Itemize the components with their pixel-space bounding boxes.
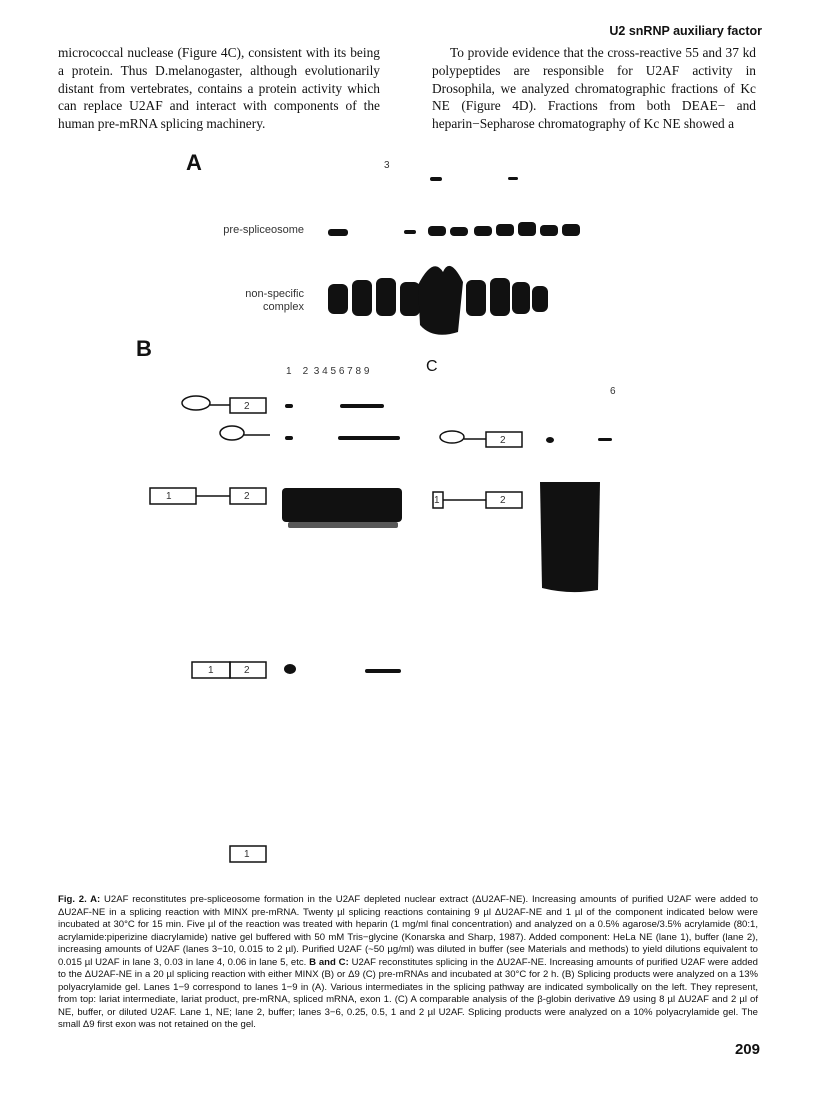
lariat-exon2-label: 2 bbox=[244, 401, 250, 412]
panel-b-lane-numbers: 1 2 3 4 5 6 7 8 9 bbox=[286, 366, 370, 377]
caption-text-part1: U2AF reconstitutes pre-spliceosome formation in the U2AF depleted nuclear extract (ΔU2AF-NE). Increasing amounts of purified U2AF were added to ΔU2AF-NE in a splicing reaction with MINX pre-mRNA. Twenty µl splicing reactions containing 9 µl ΔU2AF-NE and 1 µl of the component indicated below were incubated at 30°C for 15 min. Five µl of the reaction was treated with heparin (1 mg/ml final concentration) and analyzed on a 0.5% agarose/3.5% acrylamide (80:1, acrylamide:piperizine diacrylamide) native gel buffered with 50 mM Tris−glycine (Konarska and Sharp, 1987). Added component: HeLa NE (lane 1), buffer (lane 2), increasing amounts of U2AF (lanes 3−10, 0.015 to 2 µl). Purified U2AF (~50 µg/ml) was diluted in buffer (see Materials and methods) to yield dilutions equivalent to 0.015 µl U2AF in lane 3, 0.03 in lane 4, 0.06 in lane 5, etc. bbox=[58, 894, 758, 968]
panel-c-lariat-exon2-label: 2 bbox=[500, 435, 506, 446]
gel-band bbox=[466, 280, 486, 316]
gel-band bbox=[540, 225, 558, 236]
gel-band bbox=[474, 226, 492, 236]
gel-band bbox=[546, 437, 554, 443]
pre-mrna-exon1-label: 1 bbox=[166, 491, 172, 502]
panel-a-lane-number: 3 bbox=[384, 160, 390, 171]
spliced-exon1-label: 1 bbox=[208, 665, 214, 676]
gel-band bbox=[328, 229, 348, 236]
nonspecific-label-line1: non-specific bbox=[245, 288, 304, 300]
gel-band bbox=[562, 224, 580, 236]
panel-c-exon2-label: 2 bbox=[500, 495, 506, 506]
gel-band bbox=[400, 282, 420, 316]
page-number: 209 bbox=[734, 1041, 760, 1058]
gel-band bbox=[598, 438, 612, 441]
gel-band bbox=[285, 436, 293, 440]
gel-band bbox=[532, 286, 548, 312]
lariat-product-icon bbox=[440, 431, 464, 443]
panel-a-gel-image bbox=[318, 160, 584, 340]
panel-c-label: C bbox=[426, 358, 438, 375]
spliced-exon2-label: 2 bbox=[244, 665, 250, 676]
gel-band bbox=[285, 404, 293, 408]
lariat-intermediate-icon bbox=[182, 396, 210, 410]
gel-band bbox=[328, 284, 348, 314]
lariat-product-icon bbox=[220, 426, 244, 440]
right-column-text: To provide evidence that the cross-reactive 55 and 37 kd polypeptides are responsible for U2AF activity in Drosophila, we analyzed chromatographic fractions of Kc NE (Figure 4D). Fractions from both DEAE− and heparin−Sepharose chromatography of Kc NE showed a bbox=[432, 45, 756, 132]
gel-band bbox=[418, 266, 463, 335]
gel-band bbox=[404, 230, 416, 234]
pre-mrna-exon2-label: 2 bbox=[244, 491, 250, 502]
exon1-only-label: 1 bbox=[244, 849, 250, 860]
left-column-text: micrococcal nuclease (Figure 4C), consistent with its being a protein. Thus D.melanogaster, although evolutionarily distant from vertebrates, contains a protein activity which can replace U2AF and interact with components of the human pre-mRNA splicing machinery. bbox=[58, 45, 380, 132]
gel-band bbox=[284, 664, 296, 674]
gel-band bbox=[282, 488, 402, 522]
panel-a-label: A bbox=[186, 150, 202, 175]
panel-c-lane-number: 6 bbox=[610, 386, 616, 397]
gel-band bbox=[512, 282, 530, 314]
panel-b-label: B bbox=[136, 336, 152, 361]
running-header: U2 snRNP auxiliary factor bbox=[609, 24, 762, 38]
gel-band bbox=[340, 404, 384, 408]
nonspecific-label-line2: complex bbox=[263, 301, 304, 313]
gel-band bbox=[365, 669, 401, 673]
gel-band bbox=[496, 224, 514, 236]
panel-c-schematics-and-gel bbox=[430, 420, 630, 600]
caption-fig-label: Fig. 2. A: bbox=[58, 894, 101, 905]
gel-band bbox=[430, 177, 442, 181]
pre-spliceosome-label: pre-spliceosome bbox=[223, 224, 304, 236]
gel-band bbox=[490, 278, 510, 316]
caption-bc-label: B and C: bbox=[309, 956, 349, 968]
gel-band bbox=[338, 436, 400, 440]
pre-mrna-exon1-icon bbox=[150, 488, 196, 504]
gel-band bbox=[508, 177, 518, 180]
gel-band bbox=[288, 522, 398, 528]
gel-band bbox=[450, 227, 468, 236]
panel-c-exon1-label: 1 bbox=[434, 495, 440, 506]
gel-band bbox=[376, 278, 396, 316]
caption-text-part2: U2AF reconstitutes splicing in the ΔU2AF-NE. Increasing amounts of purified U2AF were added to the ΔU2AF-NE in a 20 µl splicing reaction with either MINX (B) or Δ9 (C) pre-mRNAs and incubated at 30°C for 2 h. (B) Splicing products were analyzed on a 13% polyacrylamide gel. Lanes 1−9 correspond to lanes 1−9 in (A). Various intermediates in the splicing pathway are indicated symbolically on the left. They represent, from top: lariat intermediate, lariat product, pre-mRNA, spliced mRNA, exon 1. (C) A comparable analysis of the β-globin derivative Δ9 using 8 µl ΔU2AF and 2 µl of NE, buffer, or diluted U2AF. Lane 1, NE; lane 2, buffer; lanes 3−6, 0.25, 0.5, 1 and 2 µl U2AF. Splicing products were analyzed on a 10% polyacrylamide gel. The small Δ9 first exon was not retained on the gel. bbox=[58, 956, 758, 1030]
gel-band bbox=[352, 280, 372, 316]
gel-band bbox=[428, 226, 446, 236]
gel-band bbox=[540, 482, 600, 592]
figure-caption bbox=[58, 894, 758, 1032]
panel-b-schematics-and-gel bbox=[140, 380, 440, 870]
gel-band bbox=[518, 222, 536, 236]
